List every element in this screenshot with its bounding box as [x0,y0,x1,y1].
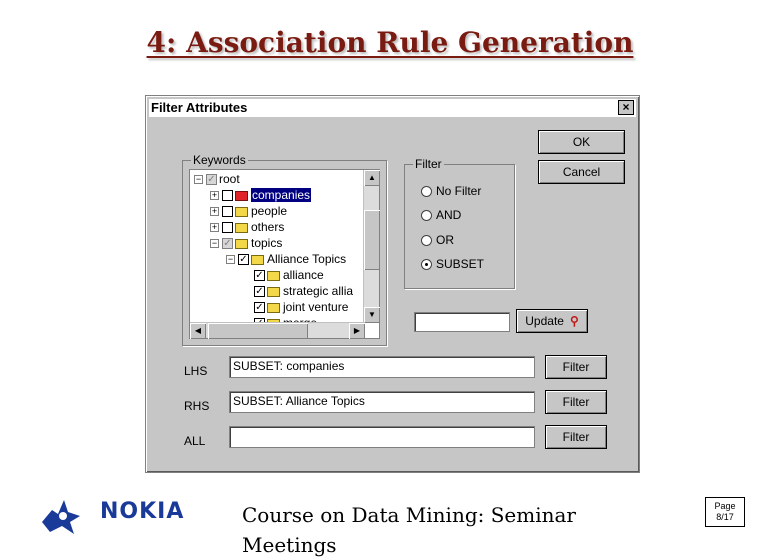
tree-vertical-scrollbar[interactable] [363,170,379,323]
tree-checkbox[interactable] [222,222,233,233]
tree-checkbox[interactable]: ✓ [239,254,248,266]
folder-icon [235,207,248,217]
close-button[interactable] [618,100,634,115]
footer-course-title: Course on Data Mining: Seminar Meetings [242,503,576,557]
update-button[interactable] [516,309,588,333]
vertical-scroll-thumb[interactable] [364,210,380,270]
tree-item-label: others [251,220,285,234]
all-filter-button[interactable]: Filter [545,425,607,449]
binoculars-icon: ⚲ [569,314,579,328]
folder-icon [235,239,248,249]
folder-icon [267,287,280,297]
page-label: Page [714,501,736,511]
slide-title: 4: Association Rule Generation [146,26,634,59]
folder-icon [235,223,248,233]
tree-checkbox[interactable]: ✓ [255,302,264,314]
tree-item[interactable] [210,236,282,251]
radio-icon [421,210,432,221]
tree-checkbox[interactable]: ✓ [255,270,264,282]
radio-or[interactable] [421,233,454,247]
radio-label: SUBSET [436,257,485,271]
rhs-label: RHS [184,399,210,413]
tree-item-label: companies [252,188,311,202]
filter-group-label: Filter [415,157,442,171]
folder-icon [235,191,248,201]
tree-expander-icon[interactable]: − [211,238,218,249]
horizontal-scroll-thumb[interactable] [208,323,308,339]
radio-label: OR [436,233,454,247]
scroll-down-icon[interactable]: ▼ [364,307,380,323]
cancel-button[interactable]: Cancel [538,160,625,184]
radio-and[interactable] [421,208,461,222]
radio-icon [421,186,432,197]
tree-item-label: joint venture [283,300,349,314]
radio-subset[interactable] [421,257,484,271]
lhs-field[interactable]: SUBSET: companies [229,356,535,378]
nokia-logo-icon [36,492,86,538]
folder-icon [251,255,264,265]
all-field[interactable] [229,426,535,448]
update-label: Update [525,314,564,328]
tree-item[interactable] [210,188,311,203]
folder-icon [267,271,280,281]
ok-button[interactable]: OK [538,130,625,154]
tree-checkbox[interactable]: ✓ [255,286,264,298]
radio-icon [421,235,432,246]
tree-expander-icon[interactable]: − [195,174,202,185]
scroll-up-icon[interactable]: ▲ [364,170,380,186]
tree-expander-icon[interactable]: + [211,190,218,201]
tree-item-label: people [251,204,288,218]
radio-label: No Filter [436,184,482,198]
tree-item[interactable] [242,268,324,283]
keywords-tree[interactable] [189,169,380,339]
tree-item-label: strategic allia [283,284,354,298]
tree-expander-icon[interactable]: − [227,254,234,265]
dialog-title: Filter Attributes [151,100,248,115]
nokia-wordmark: NOKIA [100,499,185,524]
tree-item[interactable] [242,300,348,315]
tree-checkbox[interactable] [222,190,233,201]
tree-checkbox[interactable]: ✓ [223,238,232,250]
tree-item-label: Alliance Topics [267,252,347,266]
page-indicator [705,497,745,527]
tree-item[interactable] [242,284,353,299]
radio-no-filter[interactable] [421,184,481,198]
rhs-filter-button[interactable]: Filter [545,390,607,414]
tree-item[interactable] [210,220,284,235]
all-label: ALL [184,434,206,448]
tree-item-label: alliance [283,268,324,282]
tree-checkbox[interactable]: ✓ [207,174,216,186]
tree-item[interactable] [226,252,346,267]
scroll-left-icon[interactable]: ◀ [190,323,206,339]
tree-expander-icon[interactable]: + [211,222,218,233]
rhs-field[interactable]: SUBSET: Alliance Topics [229,391,535,413]
tree-item[interactable] [194,172,240,187]
dialog-titlebar [149,99,636,117]
lhs-filter-button[interactable]: Filter [545,355,607,379]
radio-icon [421,259,432,270]
update-input[interactable] [414,312,510,332]
tree-item[interactable] [210,204,287,219]
keywords-group-label: Keywords [193,153,246,167]
radio-label: AND [436,208,462,222]
scroll-right-icon[interactable]: ▶ [349,323,365,339]
page-number: 8/17 [716,512,734,522]
filter-attributes-dialog [145,95,640,473]
close-icon: × [622,100,630,114]
tree-horizontal-scrollbar[interactable] [190,322,365,338]
lhs-label: LHS [184,364,208,378]
tree-checkbox[interactable] [222,206,233,217]
tree-expander-icon[interactable]: + [211,206,218,217]
tree-item-label: topics [251,236,283,250]
folder-icon [267,303,280,313]
tree-item-label: root [219,172,240,186]
